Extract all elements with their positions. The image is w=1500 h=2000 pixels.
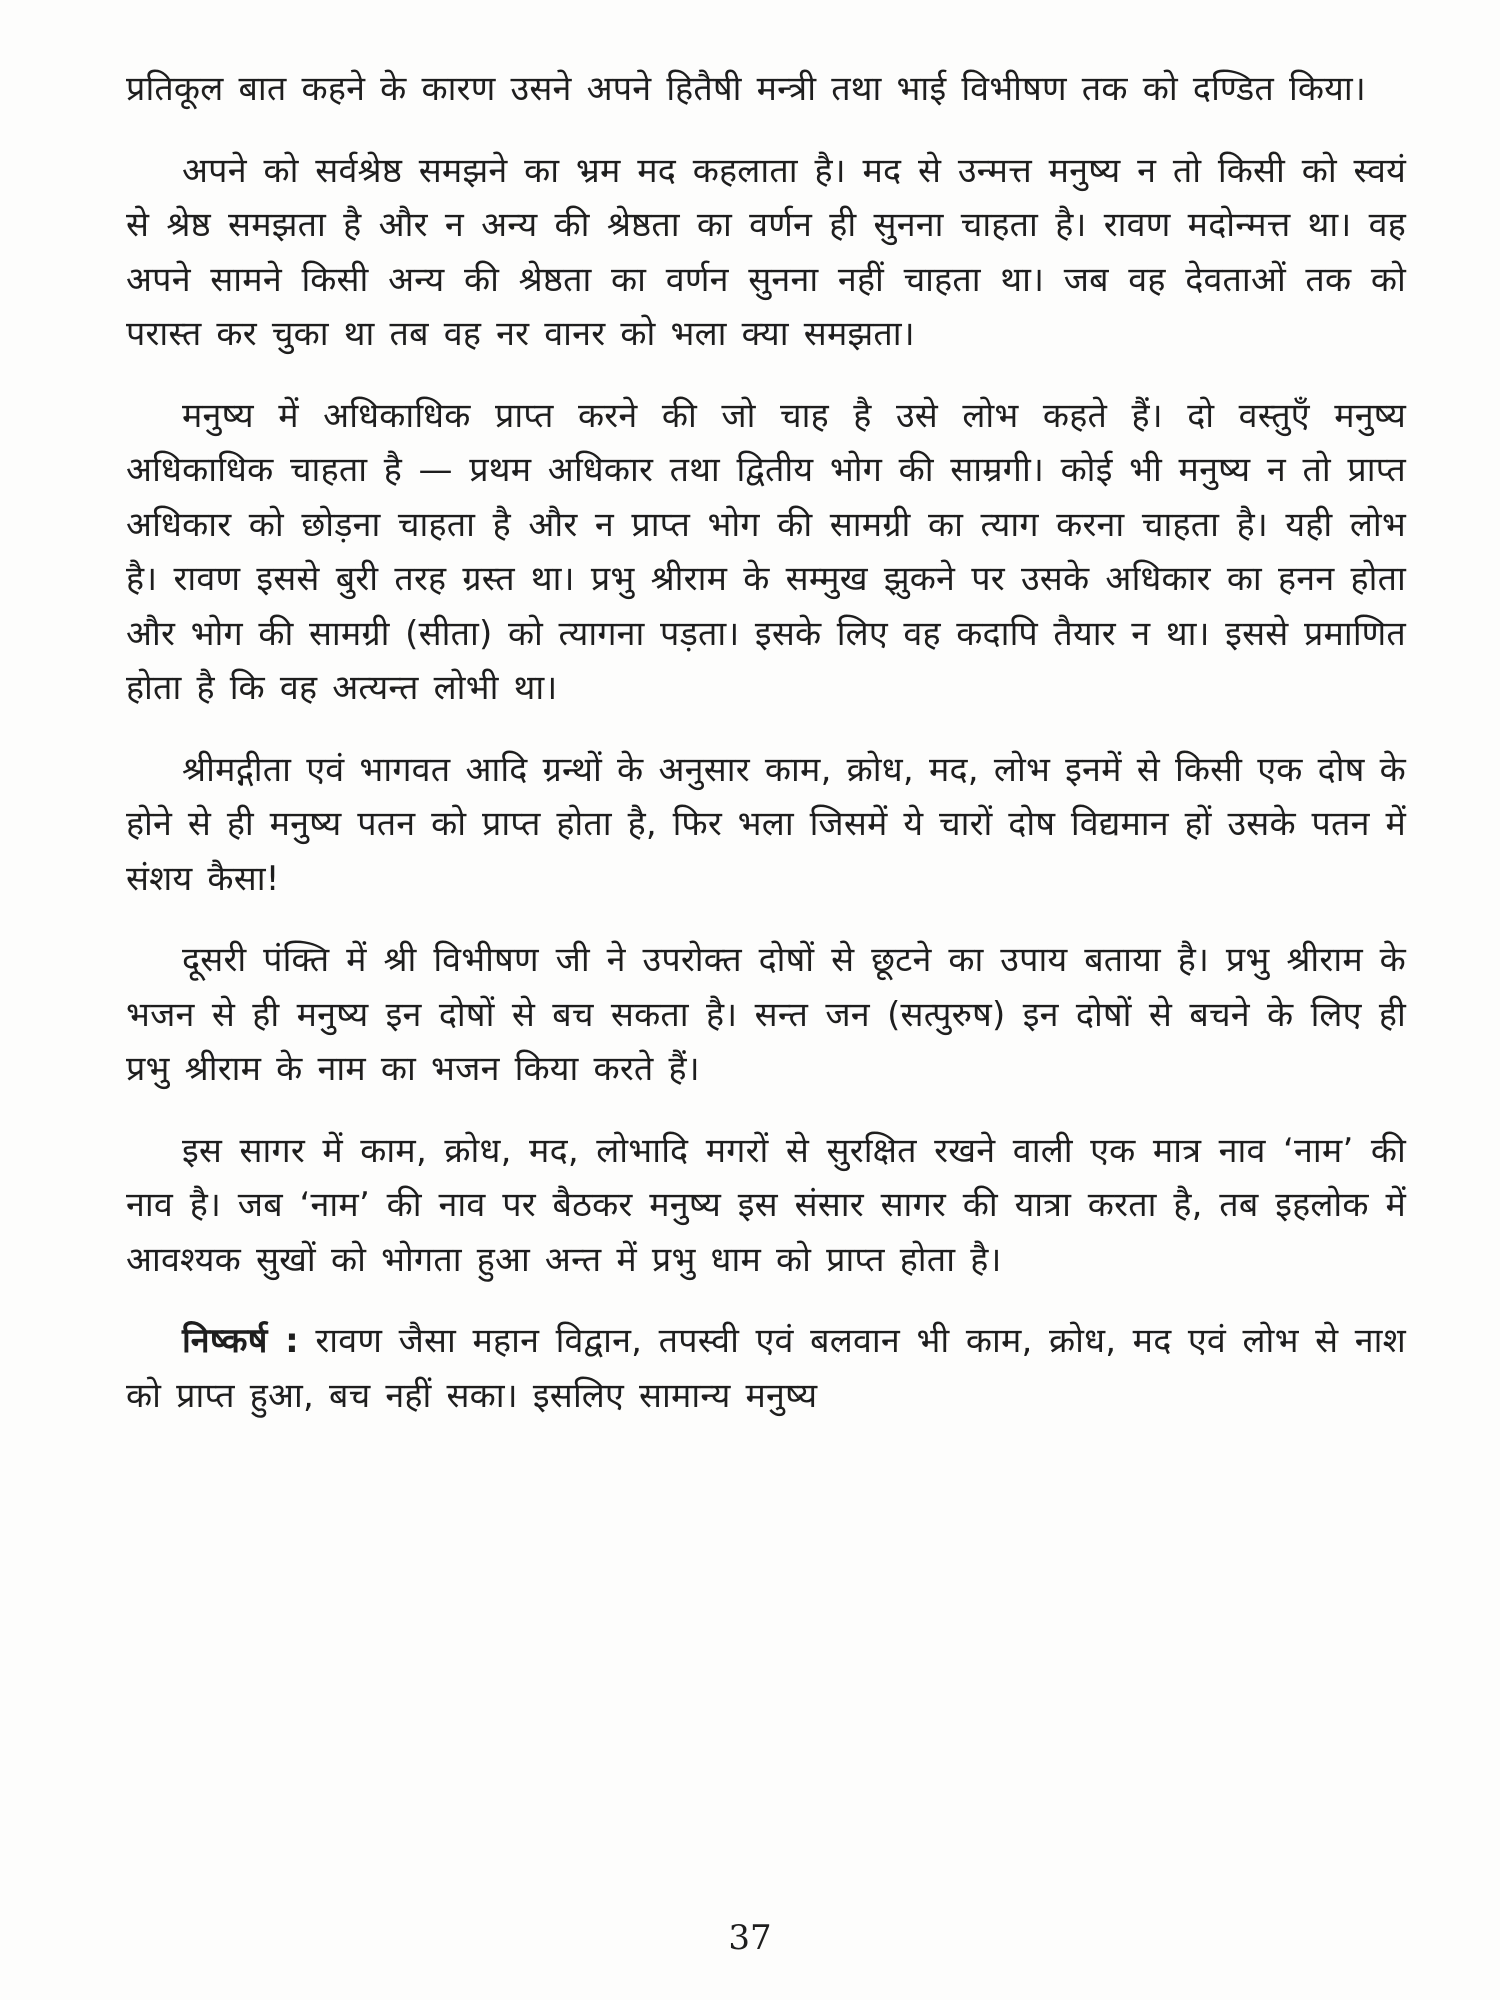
body-text <box>126 62 1406 1450</box>
paragraph-mad: अपने को सर्वश्रेष्ठ समझने का भ्रम मद कहलाता है। मद से उन्मत्त मनुष्य न तो किसी को स्वयं से श्रेष्ठ समझता है और न अन्य की श्रेष्ठता का वर्णन ही सुनना चाहता है। रावण मदोन्मत्त था। वह अपने सामने किसी अन्य की श्रेष्ठता का वर्णन सुनना नहीं चाहता था। जब वह देवताओं तक को परास्त कर चुका था तब वह नर वानर को भला क्या समझता। <box>126 150 1406 354</box>
paragraph-second-line: दूसरी पंक्ति में श्री विभीषण जी ने उपरोक्त दोषों से छूटने का उपाय बताया है। प्रभु श्रीराम के भजन से ही मनुष्य इन दोषों से बच सकता है। सन्त जन (सत्पुरुष) इन दोषों से बचने के लिए ही प्रभु श्रीराम के नाम का भजन किया करते हैं। <box>126 940 1406 1089</box>
paragraph-naam-boat: इस सागर में काम, क्रोध, मद, लोभादि मगरों से सुरक्षित रखने वाली एक मात्र नाव ‘नाम’ की नाव है। जब ‘नाम’ की नाव पर बैठकर मनुष्य इस संसार सागर की यात्रा करता है, तब इहलोक में आवश्यक सुखों को भोगता हुआ अन्त में प्रभु धाम को प्राप्त होता है। <box>126 1130 1406 1280</box>
paragraph-conclusion <box>126 1314 1406 1423</box>
conclusion-label: निष्कर्ष : <box>182 1321 299 1361</box>
paragraph-lobh: मनुष्य में अधिकाधिक प्राप्त करने की जो चाह है उसे लोभ कहते हैं। दो वस्तुएँ मनुष्य अधिकाधिक चाहता है — प्रथम अधिकार तथा द्वितीय भोग की साम्रगी। कोई भी मनुष्य न तो प्राप्त अधिकार को छोड़ना चाहता है और न प्राप्त भोग की सामग्री का त्याग करना चाहता है। यही लोभ है। रावण इससे बुरी तरह ग्रस्त था। प्रभु श्रीराम के सम्मुख झुकने पर उसके अधिकार का हनन होता और भोग की सामग्री (सीता) को त्यागना पड़ता। इसके लिए वह कदापि तैयार न था। इससे प्रमाणित होता है कि वह अत्यन्त लोभी था। <box>126 395 1406 708</box>
conclusion-text: रावण जैसा महान विद्वान, तपस्वी एवं बलवान भी काम, क्रोध, मद एवं लोभ से नाश को प्राप्त हुआ, बच नहीं सका। इसलिए सामान्य मनुष्य <box>126 1321 1406 1416</box>
paragraph-gita: श्रीमद्गीता एवं भागवत आदि ग्रन्थों के अनुसार काम, क्रोध, मद, लोभ इनमें से किसी एक दोष के होने से ही मनुष्य पतन को प्राप्त होता है, फिर भला जिसमें ये चारों दोष विद्यमान हों उसके पतन में संशय कैसा! <box>126 749 1406 899</box>
paragraph-continuation: प्रतिकूल बात कहने के कारण उसने अपने हितैषी मन्त्री तथा भाई विभीषण तक को दण्डित किया। <box>126 69 1366 109</box>
page-number: 37 <box>728 1918 772 1958</box>
